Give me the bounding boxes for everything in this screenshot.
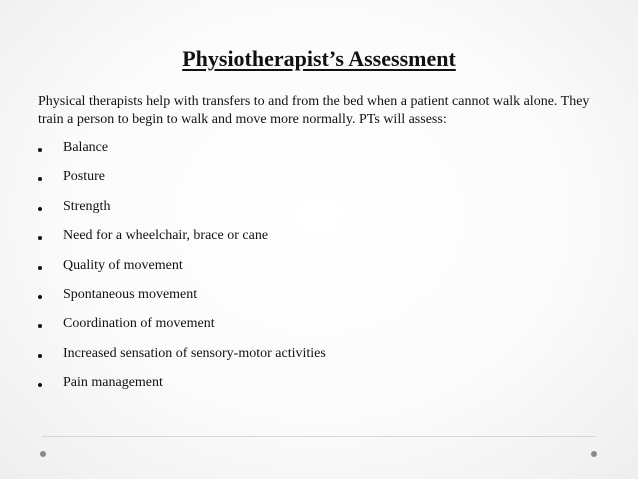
list-item [38,227,598,256]
list-item-text: Pain management [63,375,163,391]
bullet-icon [38,266,42,270]
list-item-text: Balance [63,140,109,155]
list-item [38,168,598,197]
list-item-text: Strength [63,198,111,214]
bullet-icon [38,383,42,387]
list-item [38,286,598,315]
assessment-list [38,139,598,404]
list-item [38,257,598,286]
list-item-text: Coordination of movement [63,316,215,332]
intro-paragraph: Physical therapists help with transfers to and from the bed when a patient cannot walk alone. They train a person to begin to walk and move more normally. PTs will assess: [38,94,590,127]
list-item [38,345,598,374]
list-item [38,374,598,403]
slide-title: Physiotherapist’s Assessment [182,46,456,71]
bullet-icon [38,354,42,358]
bullet-icon [38,148,42,152]
list-item-text: Quality of movement [63,257,183,273]
list-item-text: Increased sensation of sensory-motor activities [63,345,326,361]
bullet-icon [38,236,42,240]
list-item-text: Need for a wheelchair, brace or cane [63,228,269,244]
list-item [38,198,598,227]
bullet-icon [38,295,42,299]
list-item-text: Posture [63,169,105,185]
footer-dot-left-icon [40,451,46,457]
footer-divider [42,436,596,437]
list-item [38,315,598,344]
bullet-icon [38,177,42,181]
bullet-icon [38,207,42,211]
footer-dot-right-icon [591,451,597,457]
bullet-icon [38,324,42,328]
list-item [38,139,598,168]
list-item-text: Spontaneous movement [63,286,198,302]
